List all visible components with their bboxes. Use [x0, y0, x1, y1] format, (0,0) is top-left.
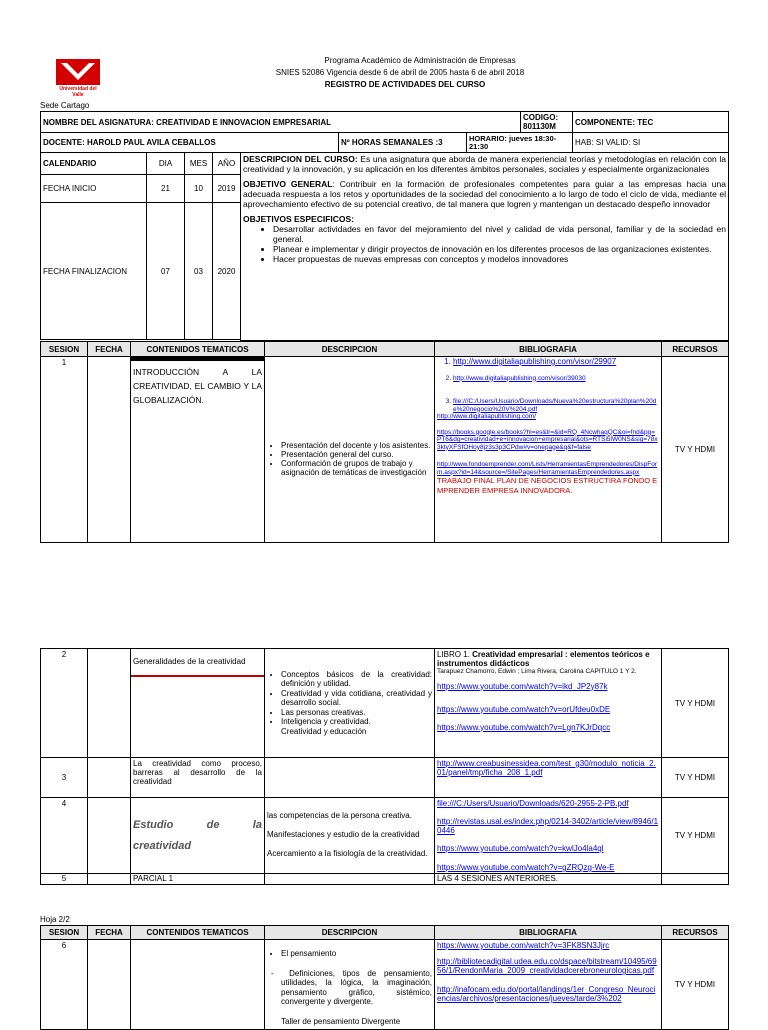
- description-extra: Creatividad y educación: [281, 726, 367, 736]
- description-item: • Las personas creativas.: [281, 708, 432, 718]
- description-item: • Conformación de grupos de trabajo y asignación de temáticas de investigación: [281, 459, 432, 477]
- col-descripcion: DESCRIPCION: [265, 342, 435, 357]
- session-date: [88, 649, 131, 758]
- session-content: INTRODUCCIÓN A LA CREATIVIDAD, EL CAMBIO Y LA GLOBALIZACIÓN.: [131, 357, 264, 411]
- session-bibliography-cell: [435, 798, 662, 874]
- bibliography-link[interactable]: https://www.youtube.com/watch?v=Lgn7KJrDqcc: [437, 722, 611, 732]
- dia-header: DIA: [147, 153, 185, 175]
- ff-mes: 03: [185, 203, 213, 340]
- session-content: La creatividad como proceso, barreras al desarrollo de la creatividad: [131, 758, 265, 798]
- description-item: • El pensamiento: [281, 949, 432, 959]
- session-number: 3: [41, 758, 88, 798]
- book-title: Creatividad empresarial : elementos teóricos e instrumentos didácticos: [437, 650, 650, 668]
- book-prefix: LIBRO 1.: [437, 650, 473, 659]
- componente-cell: COMPONENTE: TEC: [573, 112, 729, 133]
- fi-mes: 10: [185, 175, 213, 203]
- description-item: Manifestaciones y estudio de la creatividad: [267, 830, 420, 839]
- university-logo: [55, 58, 101, 100]
- session-content: Estudio de la creatividad: [131, 798, 265, 874]
- bibliography-link[interactable]: https://www.youtube.com/watch?v=orUfdeu0xDE: [437, 704, 611, 714]
- course-description-cell: [241, 153, 729, 341]
- col-bibliografia: BIBLIOGRAFIA: [435, 342, 662, 357]
- bibliography-link[interactable]: https://www.youtube.com/watch?v=gZRQzg-We-E: [437, 863, 615, 872]
- final-work-note: TRABAJO FINAL PLAN DE NEGOCIOS ESTRUCTIRA FONDO EMPRENDER EMPRESA INNOVADORA.: [437, 476, 658, 495]
- description-item: las competencias de la persona creativa.: [267, 811, 412, 820]
- snies-line: SNIES 52086 Vigencia desde 6 de abril de 2005 hasta 6 de abril 2018: [275, 68, 525, 77]
- mes-header: MES: [185, 153, 213, 175]
- description-text: Definiciones, tipos de pensamiento, utilidades, la lógica, la imaginación, pensamiento gráfico, sistémico, convergente y divergente.: [281, 968, 433, 1006]
- col-contenidos: CONTENIDOS TEMATICOS: [131, 926, 265, 940]
- book-authors: Tarapuez Chamorro, Edwin ; Lima Rivera, Carolina CAPITULO 1 Y 2.: [437, 668, 637, 675]
- description-item: • Presentación general del curso.: [281, 450, 432, 459]
- description-item: Taller de pensamiento Divergente: [281, 1016, 401, 1026]
- session-resources: TV Y HDMI: [662, 940, 729, 1030]
- bibliography-list: [437, 358, 659, 413]
- session-description-cell: [265, 940, 435, 1030]
- obj-label: OBJETIVO GENERAL: [243, 179, 333, 189]
- program-line: Programa Académico de Administración de Empresas: [324, 56, 516, 65]
- session-content-cell: [131, 649, 265, 758]
- ff-ano: 2020: [213, 203, 241, 340]
- calendario-label: CALENDARIO: [41, 153, 147, 175]
- description-item: • Creatividad y vida cotidiana, creatividad y desarrollo social.: [281, 689, 432, 708]
- description-item: • Inteligencia y creatividad.: [281, 717, 432, 727]
- session-resources: [662, 874, 729, 885]
- session-number: 4: [41, 798, 88, 874]
- horas-cell: Nº HORAS SEMANALES :3: [339, 133, 467, 153]
- bibliography-link[interactable]: https://www.youtube.com/watch?v=kwlJo4la4ql: [437, 844, 604, 853]
- session-resources: TV Y HDMI: [662, 758, 729, 798]
- bibliography-link[interactable]: https://www.youtube.com/watch?v=ikd_JP2y87k: [437, 681, 608, 691]
- session-description-cell: [265, 758, 435, 798]
- session-date: [88, 798, 131, 874]
- session-bibliography: LAS 4 SESIONES ANTERIORES.: [435, 874, 662, 885]
- bibliography-link[interactable]: http://inafocam.edu.do/portal/landings/1er_Congreso_Neurociencias/archivos/presentaciones/jueves/tarde/3%202: [437, 985, 656, 1003]
- bibliography-link[interactable]: file:///C:/Users/Usuario/Downloads/620-2955-2-PB.pdf: [437, 799, 629, 808]
- session-description-cell: [265, 357, 435, 543]
- col-recursos: RECURSOS: [662, 342, 729, 357]
- session-number: 1: [41, 357, 88, 543]
- bibliography-link[interactable]: http://bibliotecadigital.udea.edu.co/dspace/bitstream/10495/6956/1/RendonMaria_2009_creatividadcerebroneurologicas.pdf: [437, 957, 657, 975]
- col-sesion: SESION: [41, 342, 88, 357]
- docente-cell: DOCENTE: HAROLD PAUL AVILA CEBALLOS: [41, 133, 339, 153]
- fecha-fin-label: FECHA FINALIZACION: [41, 203, 147, 340]
- obj-text: : Contribuir en la formación de profesionales competentes para guiar a las empresas hacia una adecuada respuesta a los retos y oportunidades de la sociedad del conocimiento a lo largo de todo el ciclo de vida, mediante el aprovechamiento efectivo de su potencial creativo, de tal manera que logren y mantengan un destacado despeño innovador: [243, 179, 726, 209]
- session-description-cell: [265, 874, 435, 885]
- bibliography-link[interactable]: 3. file:///C:/Users/Usuario/Downloads/Nueva%20estructura%20plan%20de%20negocio%20V%204.pdf: [453, 398, 659, 413]
- specific-objective: • Hacer propuestas de nuevas empresas con conceptos y modelos innovadores: [273, 254, 726, 264]
- ano-header: AÑO: [213, 153, 241, 175]
- session-number: 5: [41, 874, 88, 885]
- session-number: 2: [41, 649, 88, 758]
- specific-objective: • Planear e implementar y dirigir proyectos de innovación en los diferentes procesos de las organizaciones existentes.: [273, 244, 726, 254]
- fi-dia: 21: [147, 175, 185, 203]
- specific-objectives-label: OBJETIVOS ESPECIFICOS:: [243, 214, 354, 224]
- logo-caption: Universidad del Valle: [59, 86, 97, 98]
- general-objective: [243, 179, 726, 209]
- codigo-cell: CODIGO: 801130M: [521, 112, 573, 133]
- col-contenidos: CONTENIDOS TEMATICOS: [131, 342, 265, 357]
- bibliography-link[interactable]: https://books.google.es/books?hl=es&lr=&id=RQ_4NcwhaqQC&oi=fnd&pg=PT6&dq=creatividad+e+innovacion+empresarial&ots=RTSi5lW0NS&sig=78x3ktyXFSfOHoy8jz3s3p3CPdw#v=onepage&q&f=false: [437, 428, 658, 451]
- sessions-table-3: [40, 925, 729, 1030]
- session-content-cell: [131, 357, 265, 543]
- session-content: [131, 940, 265, 1030]
- bibliography-link[interactable]: http://revistas.usal.es/index.php/0214-3402/article/view/8946/10446: [437, 817, 659, 835]
- session-description-list: [267, 949, 432, 959]
- bibliography-link[interactable]: https://www.youtube.com/watch?v=3FK8SN3Jjrc: [437, 941, 610, 950]
- description-item: Acercamiento a la fisiología de la creatividad.: [267, 849, 428, 858]
- description-item: • Conceptos básicos de la creatividad: definición y utilidad.: [281, 670, 432, 689]
- desc-text: Es una asignatura que aborda de manera experiencial teorías y metodologías en relación con la creatividad y la innovación, y su aplicación en los diferentes ámbitos personales, sociales y especialmente organizacionales: [243, 154, 726, 174]
- sede-label: Sede Cartago: [40, 101, 90, 110]
- session-bibliography-cell: [435, 649, 662, 758]
- session-description-cell: [265, 649, 435, 758]
- asignatura-cell: NOMBRE DEL ASIGNATURA: CREATIVIDAD E INNOVACION EMPRESARIAL: [41, 112, 521, 133]
- session-date: [88, 874, 131, 885]
- session-content: Generalidades de la creatividad: [131, 657, 264, 677]
- col-bibliografia: BIBLIOGRAFIA: [435, 926, 662, 940]
- specific-objectives-list: [243, 224, 726, 264]
- desc-label: DESCRIPCION DEL CURSO:: [243, 154, 358, 164]
- session-resources: TV Y HDMI: [662, 649, 729, 758]
- bibliography-link[interactable]: http://www.fondoemprender.com/Lists/HerramientasEmprendedores/DispForm.aspx?id=14&source=/SitePages/HerramientasEmprendedores.aspx: [437, 461, 658, 476]
- session-bibliography-cell: [435, 357, 662, 543]
- specific-objective: • Desarrollar actividades en favor del mejoramiento del nivel y calidad de vida personal, familiar y de la sociedad en general.: [273, 224, 726, 244]
- col-fecha: FECHA: [88, 926, 131, 940]
- sessions-table-2: [40, 648, 729, 885]
- session-resources: TV Y HDMI: [662, 357, 729, 543]
- description-item: • Presentación del docente y los asistentes.: [281, 441, 432, 450]
- ff-dia: 07: [147, 203, 185, 340]
- bibliography-link[interactable]: 2. http://www.digitaliapublishing.com/visor/39030: [453, 375, 659, 383]
- course-description: [243, 154, 726, 174]
- col-fecha: FECHA: [88, 342, 131, 357]
- session-resources: TV Y HDMI: [662, 798, 729, 874]
- session-description-list: [267, 441, 432, 477]
- book-reference: [437, 650, 659, 668]
- bibliography-link[interactable]: http://www.digitaliapublishing.com/: [437, 413, 536, 420]
- col-descripcion: DESCRIPCION: [265, 926, 435, 940]
- course-info-table: [40, 111, 729, 341]
- col-sesion: SESION: [41, 926, 88, 940]
- session-number: 6: [41, 940, 88, 1030]
- session-date: [88, 758, 131, 798]
- session-content: PARCIAL 1: [131, 874, 265, 885]
- bibliography-link[interactable]: http://www.creabusinessidea.com/test_g30/modulo_noticia_2.01/panel/tmp/ficha_208_1.pdf: [435, 758, 662, 798]
- fecha-inicio-label: FECHA INICIO: [41, 175, 147, 203]
- col-recursos: RECURSOS: [662, 926, 729, 940]
- session-date: [88, 940, 131, 1030]
- horario-cell: HORARIO: jueves 18:30-21:30: [467, 133, 573, 153]
- bibliography-link[interactable]: 1. http://www.digitaliapublishing.com/visor/29907: [453, 358, 659, 366]
- document-title: REGISTRO DE ACTIVIDADES DEL CURSO: [324, 80, 486, 89]
- session-date: [88, 357, 131, 543]
- hab-cell: HAB: SI VALID: SI: [573, 133, 729, 153]
- session-description-cell: [265, 798, 435, 874]
- session-bibliography-cell: [435, 940, 662, 1030]
- page-indicator: Hoja 2/2: [40, 915, 70, 924]
- sessions-table-1: [40, 341, 729, 543]
- fi-ano: 2019: [213, 175, 241, 203]
- session-description-list: [267, 670, 432, 727]
- description-item: - Definiciones, tipos de pensamiento, utilidades, la lógica, la imaginación, pensamiento gráfico, sistémico, convergente y divergente.: [271, 968, 433, 1006]
